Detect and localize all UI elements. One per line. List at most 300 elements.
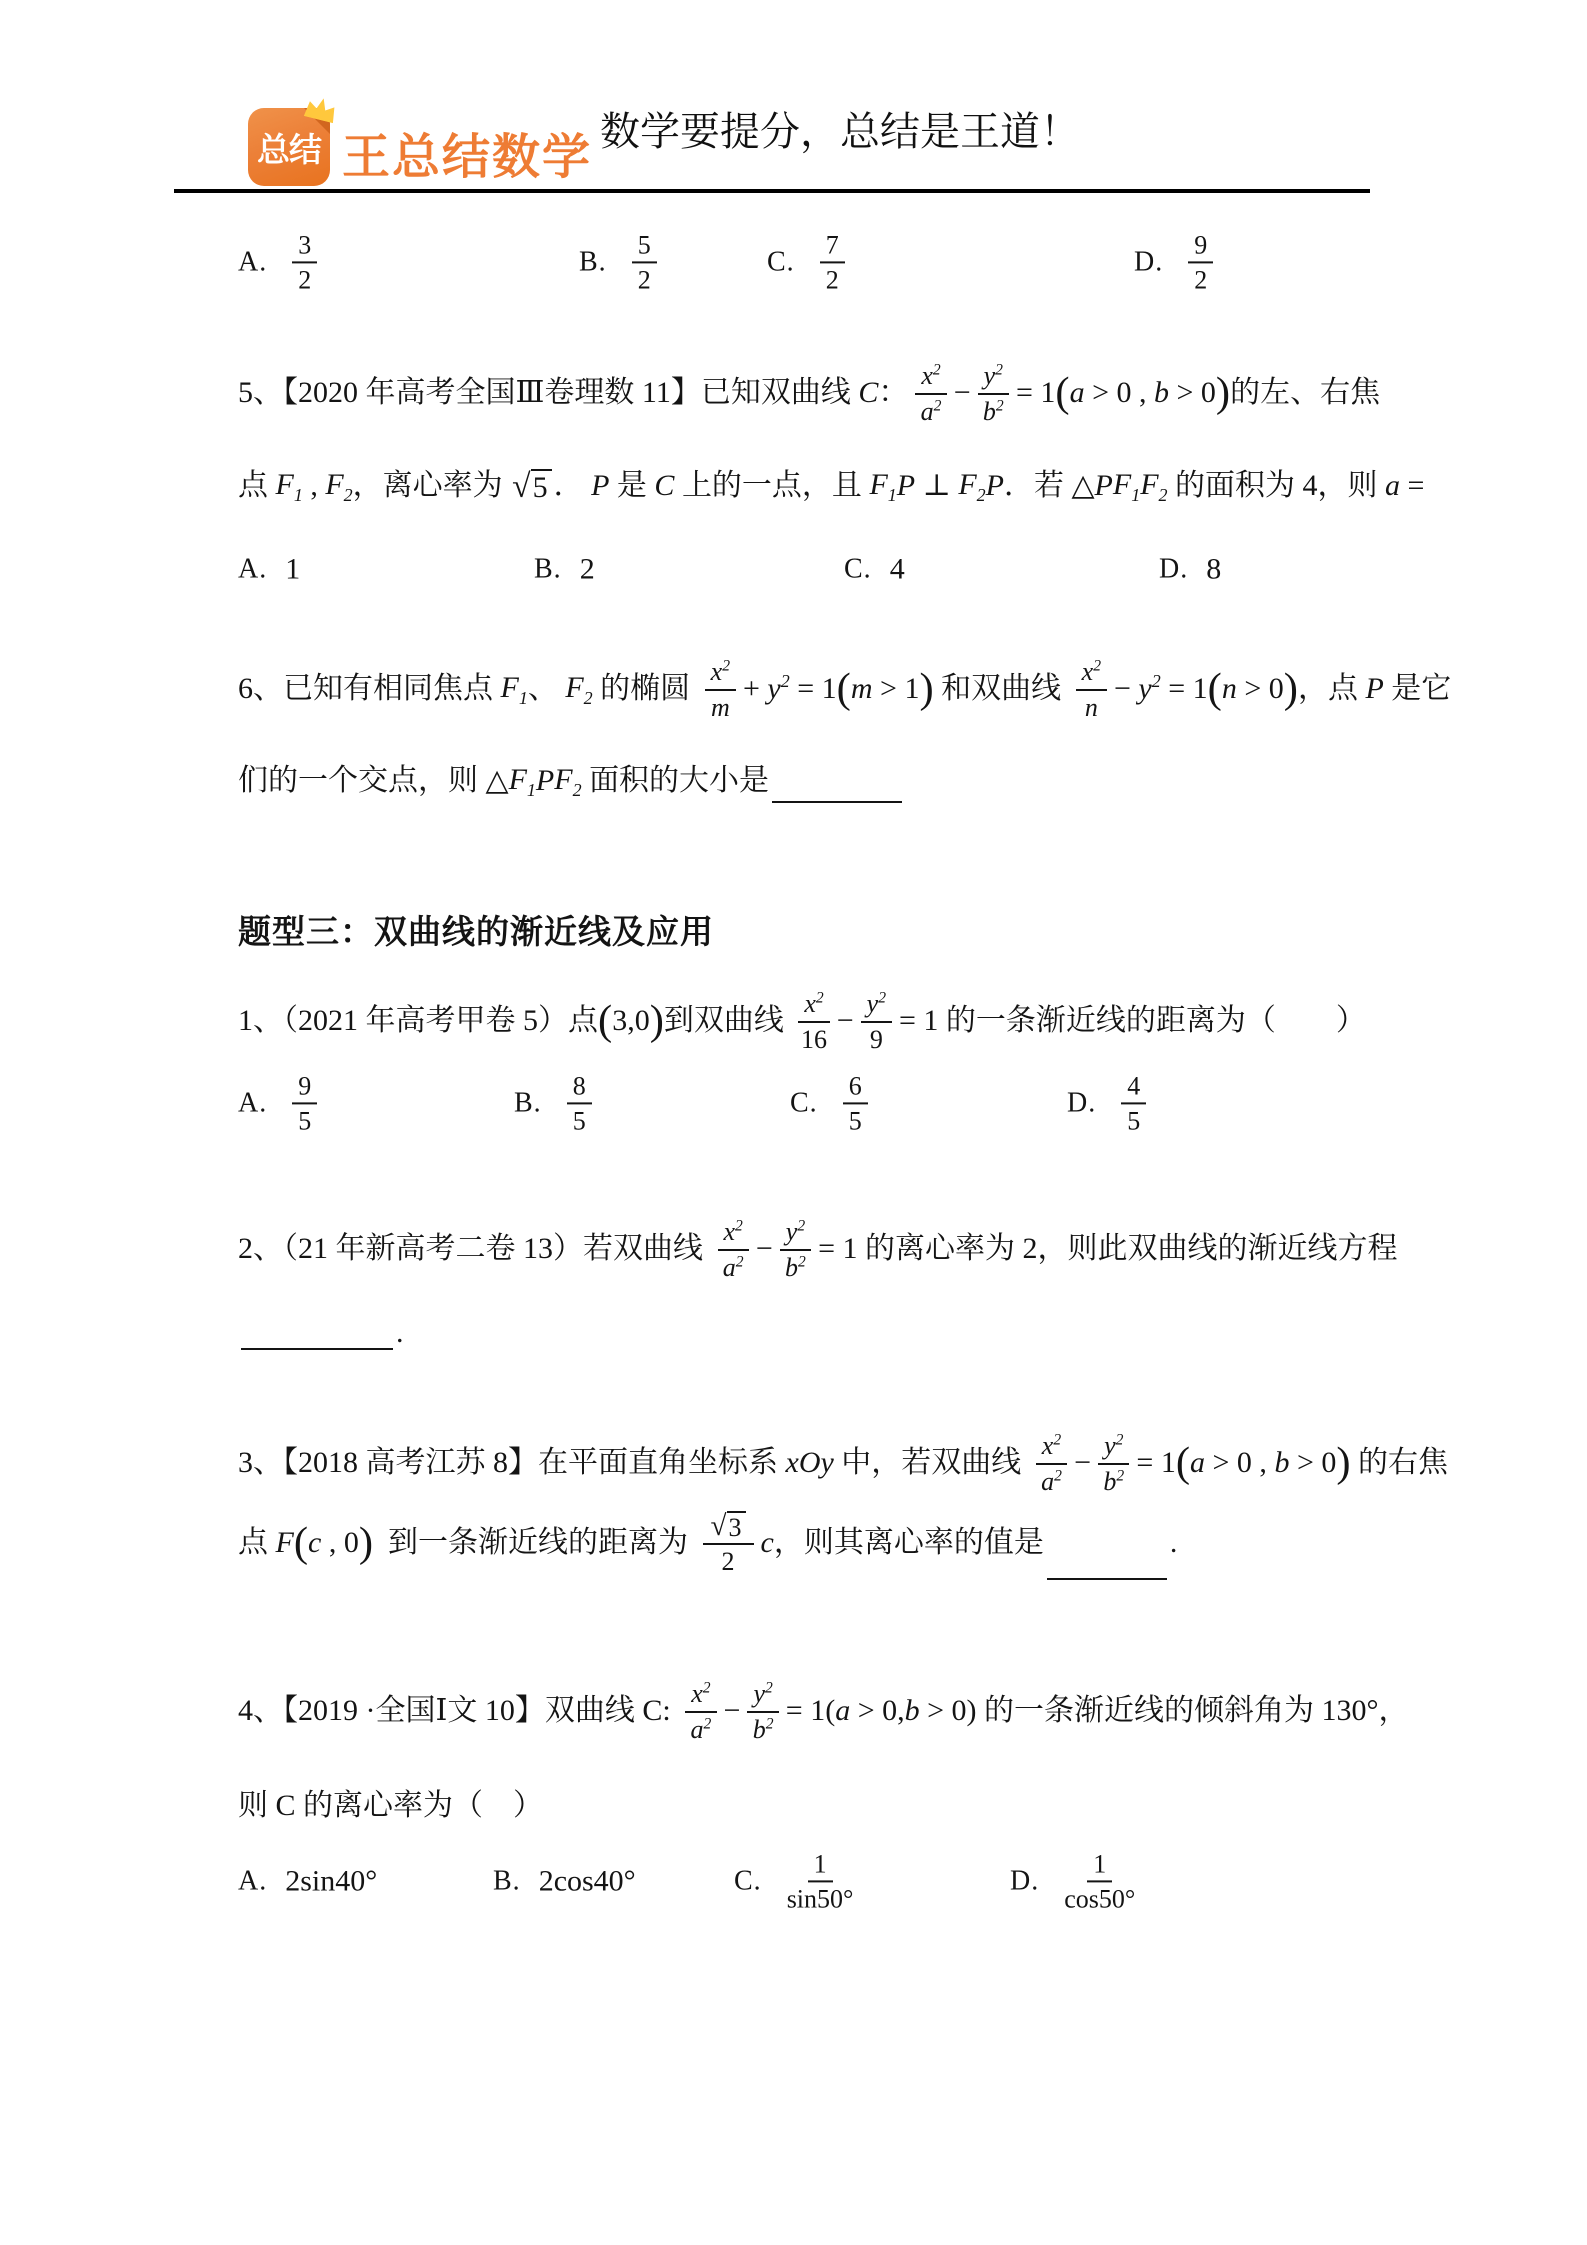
text-run: 题型三：双曲线的渐近线及应用 [238, 915, 714, 952]
text-run: > 0 , [1205, 1446, 1275, 1480]
text-run: 和双曲线 [933, 672, 1069, 706]
superscript: 2 [1116, 1466, 1125, 1484]
denominator [722, 1545, 735, 1576]
math-variable: P [591, 469, 610, 503]
block-q2-line2 [238, 1312, 1568, 1354]
fraction [718, 1216, 749, 1281]
superscript: 2 [1115, 1431, 1124, 1449]
text-run: = 1 [1160, 672, 1208, 706]
math-variable: C [858, 376, 879, 410]
fraction [685, 1678, 716, 1743]
option-D [1067, 1070, 1153, 1135]
denominator [1064, 1883, 1135, 1914]
text-run: 2 [721, 1547, 735, 1577]
text-run: ) [1336, 1439, 1351, 1487]
math-variable: $F_1$ [1112, 467, 1141, 505]
text-run: ( [1055, 369, 1070, 417]
numerator [978, 360, 1009, 394]
option-label: C. [734, 1865, 762, 1897]
denominator [849, 1105, 862, 1136]
option-content [285, 1862, 377, 1900]
denominator [1127, 1105, 1140, 1136]
text-run: > 0) 的一条渐近线的倾斜角为 130°， [919, 1694, 1409, 1728]
numerator [705, 656, 736, 690]
text-run: 2sin40° [285, 1864, 378, 1898]
block-q4-line2 [238, 1782, 1568, 1830]
subscript: 2 [583, 687, 593, 708]
fraction [1076, 656, 1107, 721]
math-variable: $y^2$ [983, 361, 1003, 391]
text-run: 2 [298, 265, 312, 295]
numerator [798, 988, 829, 1022]
text-run: 4、【2019 ·全国Ⅰ文 10】双曲线 C: [238, 1694, 679, 1728]
text-run: ，点 [1297, 672, 1366, 706]
option-content [285, 550, 300, 588]
math-variable: F [275, 1526, 294, 1560]
text-run: = 1 的离心率为 2，则此双曲线的渐近线方程 [818, 1232, 1398, 1266]
text-run: 点 [238, 1526, 276, 1560]
fraction [747, 1678, 778, 1743]
option-content [285, 1070, 324, 1135]
option-content [1181, 229, 1220, 294]
math-variable: $y^2$ [767, 671, 790, 706]
text-run: 上的一点，且 [674, 469, 870, 503]
superscript: 2 [702, 1679, 711, 1697]
subscript: 2 [976, 484, 986, 505]
superscript: 2 [933, 396, 942, 414]
math-variable: $x^2$ [691, 1679, 711, 1709]
text-run: ) [358, 1519, 374, 1567]
text-run: 9 [298, 1071, 312, 1101]
option-B [534, 550, 595, 588]
numerator [703, 1510, 754, 1545]
text-run: ，则其离心率的值是 [773, 1526, 1044, 1560]
logo-badge-text: 总结 [257, 130, 321, 168]
header-divider [174, 189, 1370, 193]
option-label: C. [790, 1087, 818, 1119]
text-run: − [836, 1004, 854, 1038]
block-q5-line2 [238, 460, 1568, 512]
option-A [238, 1862, 377, 1900]
block-q6-line2 [238, 755, 1568, 807]
text-run: 到一条渐近线的距离为 [373, 1526, 696, 1560]
text-run: 3 [298, 230, 312, 260]
denominator [638, 264, 651, 295]
text-run: 8 [1206, 552, 1222, 586]
subscript: 1 [1131, 484, 1141, 505]
text-run: − [755, 1232, 773, 1266]
text-run: > 0 [1236, 672, 1284, 706]
answer-blank [772, 771, 902, 803]
option-D [1134, 229, 1220, 294]
text-run: 4 [1127, 1071, 1141, 1101]
option-label: B. [579, 246, 607, 278]
numerator [843, 1070, 868, 1104]
option-label: C. [767, 246, 795, 278]
text-run: 1 [1093, 1849, 1107, 1879]
answer-blank [241, 1318, 393, 1350]
block-q4-line1 [238, 1670, 1568, 1752]
brand-logo-badge [248, 108, 330, 186]
denominator [983, 395, 1004, 426]
text-run: 1、（2021 年高考甲卷 5）点 [238, 1004, 598, 1038]
denominator [690, 1713, 711, 1744]
option-content [560, 1070, 599, 1135]
math-variable: a [1069, 376, 1085, 410]
text-run: ) [1283, 665, 1298, 713]
text-run: 5 [1127, 1106, 1141, 1136]
text-run: 2cos40° [538, 1864, 636, 1898]
block-section-heading [238, 912, 1568, 956]
superscript: 2 [995, 361, 1003, 379]
text-run: 5 [298, 1106, 312, 1136]
denominator [801, 1023, 827, 1054]
text-run: 是 [609, 469, 655, 503]
numerator [1188, 229, 1213, 263]
fraction [292, 229, 317, 294]
text-run: 2 [825, 265, 839, 295]
math-variable: $F_1$ [869, 467, 897, 505]
text-run: = 1 [789, 672, 837, 706]
text-run: 3,0 [612, 1004, 650, 1038]
math-variable: $x^2$ [710, 657, 730, 687]
option-label: B. [534, 553, 562, 585]
denominator [573, 1105, 586, 1136]
option-content [1206, 550, 1221, 588]
fraction [1188, 229, 1213, 294]
fraction [292, 1070, 317, 1135]
text-run: > 0 , [1084, 376, 1154, 410]
text-run: 的面积为 4，则 [1167, 469, 1386, 503]
option-C [734, 1848, 860, 1913]
math-variable: $b^2$ [1103, 1466, 1125, 1496]
block-q1-options [238, 1064, 1568, 1142]
math-variable: P [985, 469, 1004, 503]
numerator [632, 229, 657, 263]
text-run: 到双曲线 [663, 1004, 792, 1038]
text-run: 9 [1194, 230, 1208, 260]
denominator [787, 1883, 854, 1914]
denominator [826, 264, 839, 295]
text-run: 7 [825, 230, 839, 260]
option-content [1057, 1848, 1142, 1913]
subscript: 1 [293, 484, 303, 505]
superscript: 2 [703, 1714, 712, 1732]
option-label: A. [238, 553, 268, 585]
superscript: 2 [1054, 1466, 1062, 1484]
text-run: − [953, 376, 971, 410]
numerator [1087, 1848, 1112, 1882]
math-variable: $F_1$ [275, 467, 303, 505]
option-label: A. [238, 1865, 268, 1897]
denominator [298, 264, 311, 295]
block-q6-line1 [238, 648, 1568, 730]
square-root [512, 469, 551, 504]
numerator [780, 1216, 811, 1250]
numerator [915, 360, 946, 394]
text-run: = 1 [1015, 376, 1056, 410]
superscript: 2 [765, 1679, 773, 1697]
superscript: 2 [765, 1714, 774, 1732]
option-label: D. [1010, 1865, 1040, 1897]
subscript: 2 [1158, 484, 1168, 505]
fraction [1064, 1848, 1135, 1913]
math-variable: $x^2$ [921, 361, 941, 391]
text-run: 5 [637, 230, 651, 260]
text-run: 的右焦 [1350, 1446, 1449, 1480]
text-run: 1 [813, 1849, 827, 1879]
math-variable: $F_2$ [565, 670, 593, 708]
option-content [813, 229, 852, 294]
text-run: ： [878, 376, 909, 410]
numerator [685, 1678, 716, 1712]
numerator [1036, 1430, 1067, 1464]
math-variable: b [1274, 1446, 1290, 1480]
option-label: C. [844, 553, 872, 585]
math-variable: $F_2$ [958, 467, 986, 505]
math-variable: $b^2$ [752, 1714, 774, 1744]
answer-blank [1047, 1548, 1167, 1580]
fraction [1098, 1430, 1129, 1495]
math-variable: n [1084, 692, 1098, 722]
superscript: 2 [735, 1252, 744, 1270]
block-q2-line1 [238, 1210, 1568, 1288]
text-run: cos50° [1064, 1884, 1136, 1914]
math-variable: $x^2$ [1041, 1431, 1062, 1461]
math-variable: $b^2$ [982, 396, 1004, 426]
fraction [787, 1848, 854, 1913]
denominator [1085, 691, 1098, 722]
numerator [861, 988, 892, 1022]
text-run: 4 [889, 552, 905, 586]
text-run: ( [1175, 1439, 1191, 1487]
option-label: B. [493, 1865, 521, 1897]
superscript: 2 [1053, 1431, 1062, 1449]
block-q3-line1 [238, 1422, 1568, 1504]
numerator [1098, 1430, 1129, 1464]
math-variable: a [1385, 469, 1401, 503]
math-variable: b [904, 1694, 920, 1728]
math-variable: $a^2$ [690, 1714, 712, 1744]
text-run: = 1 的一条渐近线的距离为（ ） [898, 1004, 1366, 1038]
crown-icon [304, 95, 338, 124]
denominator [1103, 1465, 1124, 1496]
text-run: ⊥ [915, 469, 959, 503]
text-run: , [302, 469, 326, 503]
text-run: 面积的大小是 [581, 764, 770, 798]
text-run: 点 [238, 469, 276, 503]
option-D [1010, 1848, 1142, 1913]
superscript: 2 [780, 671, 790, 692]
text-run: ．若 △ [1003, 469, 1095, 503]
math-variable: m [710, 692, 730, 722]
math-variable: C [654, 469, 675, 503]
text-run: − [1074, 1446, 1092, 1480]
option-C [844, 550, 905, 588]
block-q1-line1 [238, 982, 1568, 1060]
text-run: = 1 [1136, 1446, 1176, 1480]
text-run: ，离心率为 [352, 469, 511, 503]
fraction [703, 1510, 754, 1576]
option-label: D. [1159, 553, 1189, 585]
fraction [1036, 1430, 1067, 1495]
text-run: 9 [869, 1024, 883, 1054]
math-variable: $F_2$ [325, 467, 353, 505]
superscript: 2 [878, 989, 886, 1007]
block-q4-options [238, 1842, 1568, 1920]
numerator [808, 1848, 833, 1882]
superscript: 2 [798, 1252, 806, 1270]
subscript: 2 [572, 779, 582, 800]
subscript: 1 [526, 779, 536, 800]
text-run: . [396, 1316, 404, 1350]
numerator [1121, 1070, 1146, 1104]
fraction [705, 656, 736, 721]
math-variable: $F_2$ [554, 762, 582, 800]
block-q5-line1 [238, 352, 1568, 434]
numerator [718, 1216, 749, 1250]
text-run: 6 [848, 1071, 862, 1101]
option-content [625, 229, 664, 294]
text-run: 则 C 的离心率为（ ） [238, 1789, 544, 1823]
text-run: 6、已知有相同焦点 [238, 672, 501, 706]
text-run: 的椭圆 [592, 672, 698, 706]
numerator [1076, 656, 1107, 690]
fraction [798, 988, 829, 1053]
radicand: 3 [727, 1511, 746, 1541]
numerator [292, 229, 317, 263]
option-A [238, 229, 324, 294]
denominator [785, 1251, 806, 1282]
text-run: 3、【2018 高考江苏 8】在平面直角坐标系 [238, 1446, 786, 1480]
text-run: ( [1207, 665, 1222, 713]
math-variable: $y^2$ [785, 1217, 806, 1247]
math-variable: P [535, 764, 555, 798]
text-run: 的左、右焦 [1230, 376, 1381, 410]
option-content [780, 1848, 861, 1913]
option-A [238, 550, 300, 588]
option-label: B. [514, 1087, 542, 1119]
text-run: 5 [572, 1106, 586, 1136]
text-run: sin50° [786, 1884, 854, 1914]
option-content [836, 1070, 875, 1135]
math-variable: m [850, 672, 873, 706]
math-variable: $F_1$ [500, 670, 528, 708]
fraction [632, 229, 657, 294]
math-variable: $y^2$ [1104, 1431, 1124, 1461]
numerator [820, 229, 845, 263]
math-variable: $y^2$ [1138, 671, 1161, 706]
denominator [711, 691, 730, 722]
text-run: 16 [801, 1024, 828, 1054]
fraction [861, 988, 892, 1053]
option-B [579, 229, 664, 294]
denominator [298, 1105, 311, 1136]
text-run: 2 [637, 265, 651, 295]
subscript: 1 [518, 687, 528, 708]
denominator [870, 1023, 883, 1054]
text-run: ( [836, 665, 851, 713]
text-run: 5 [848, 1106, 862, 1136]
superscript: 2 [722, 657, 730, 675]
math-variable: a [1190, 1446, 1206, 1480]
square-root [711, 1511, 746, 1541]
header-slogan: 数学要提分，总结是王道！ [600, 109, 1080, 154]
text-run: = 1( [785, 1694, 836, 1728]
math-variable: $a^2$ [722, 1252, 744, 1282]
block-q3-line2 [238, 1502, 1568, 1584]
text-run: 中，若双曲线 [833, 1446, 1029, 1480]
text-run: > 1 [872, 672, 920, 706]
text-run: 5、【2020 年高考全国Ⅲ卷理数 11】已知双曲线 [238, 376, 859, 410]
math-variable: a [835, 1694, 851, 1728]
math-variable: $x^2$ [723, 1217, 743, 1247]
fraction [567, 1070, 592, 1135]
superscript: 2 [735, 1217, 743, 1235]
math-variable: $y^2$ [866, 989, 886, 1019]
text-run: = [1400, 469, 1425, 503]
text-run: ( [598, 997, 613, 1045]
math-variable: $b^2$ [785, 1252, 806, 1282]
text-run: ) [1215, 369, 1231, 417]
denominator [1041, 1465, 1062, 1496]
text-run: 们的一个交点，则 △ [238, 764, 509, 798]
option-content [285, 229, 324, 294]
option-label: D. [1134, 246, 1164, 278]
math-variable: $a^2$ [1041, 1466, 1062, 1496]
text-run: 1 [285, 552, 301, 586]
option-label: A. [238, 246, 268, 278]
superscript: 2 [797, 1217, 806, 1235]
text-run: ( [293, 1519, 309, 1567]
fraction [915, 360, 946, 425]
text-run: 2、（21 年新高考二卷 13）若双曲线 [238, 1232, 711, 1266]
math-variable: b [1153, 376, 1169, 410]
radical-icon: √ [512, 467, 531, 505]
denominator [921, 395, 942, 426]
fraction [978, 360, 1009, 425]
text-run: ) [649, 997, 664, 1045]
numerator [567, 1070, 592, 1104]
text-run: + [743, 672, 768, 706]
text-run: > 0 [1289, 1446, 1337, 1480]
denominator [1194, 264, 1207, 295]
radicand: 5 [531, 469, 552, 504]
option-content [890, 550, 905, 588]
math-variable: n [1221, 672, 1237, 706]
brand-name: 王总结数学 [342, 131, 593, 184]
math-variable: $x^2$ [1081, 657, 1101, 687]
option-D [1159, 550, 1221, 588]
math-variable: P [896, 469, 916, 503]
superscript: 2 [932, 361, 941, 379]
text-run: , 0 [321, 1526, 359, 1560]
option-label: A. [238, 1087, 268, 1119]
superscript: 2 [995, 396, 1004, 414]
option-content [580, 550, 595, 588]
math-variable: c [308, 1526, 322, 1560]
subscript: 1 [887, 484, 897, 505]
option-content [1114, 1070, 1153, 1135]
text-run: ) [919, 665, 934, 713]
block-q5-options [238, 545, 1568, 593]
option-C [767, 229, 852, 294]
text-run: 2 [579, 552, 595, 586]
fraction [780, 1216, 811, 1281]
math-variable: xOy [785, 1446, 834, 1480]
option-B [514, 1070, 599, 1135]
superscript: 2 [815, 989, 824, 1007]
